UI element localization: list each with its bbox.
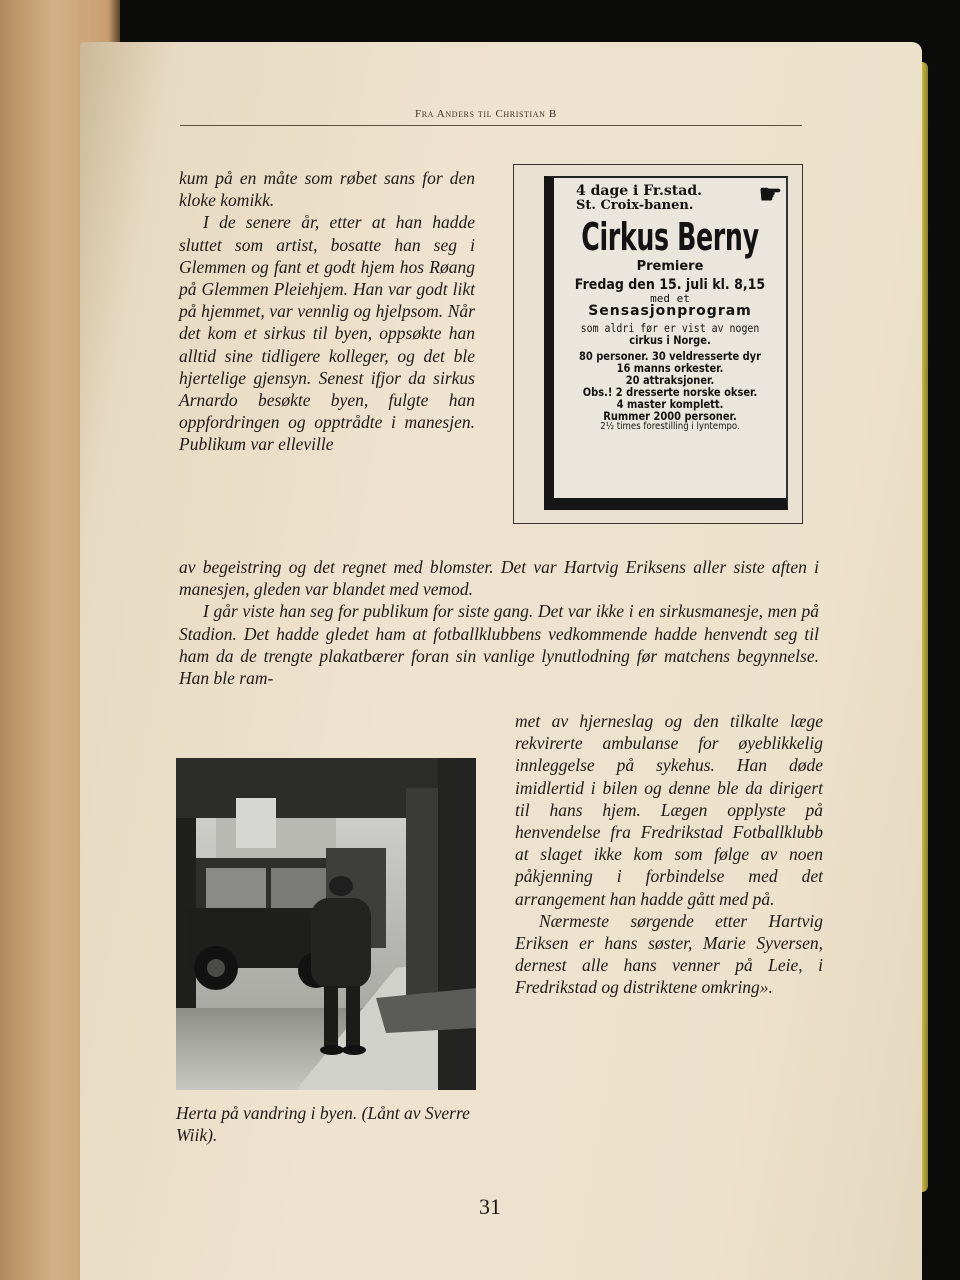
photo-image: [176, 758, 476, 1090]
header-rule: [180, 125, 802, 126]
advert-oxen: Obs.! 2 dresserte norske okser.: [582, 385, 758, 400]
text-full-width: [179, 556, 819, 689]
advert-persons: 80 personer. 30 veldresserte dyr: [578, 348, 762, 363]
pointing-hand-icon: ☛: [758, 180, 782, 210]
paragraph: I går viste han seg for publikum for siste gang. Det var ikke i en sirkusmanesje, men på Stadion. Det hadde gledet ham at fotballklubbens vedkommende hadde henvendt seg til ham da de trengte plakatbærer foran sin vanlige lynutlodning før matchens begynnelse. Han ble ram-: [179, 601, 819, 689]
text-column-bottom-right: [515, 710, 823, 999]
advert-duration: 2½ times forestilling i lyntempo.: [600, 421, 740, 433]
paragraph: Nærmeste sørgende etter Hartvig Eriksen er hans søster, Marie Syversen, dernest alle hans venner på Leie, i Fredrikstad og distriktene omkring».: [515, 910, 823, 998]
advert-orchestra: 16 manns orkester.: [616, 360, 724, 375]
running-head: Fra Anders til Christian B: [415, 108, 557, 120]
street-photograph: [176, 758, 476, 1090]
advert-program: Sensasjonprogram: [588, 303, 752, 320]
text-column-top-left: [179, 167, 475, 456]
paragraph: kum på en måte som røbet sans for den kloke komikk.: [179, 168, 475, 211]
advert-med-et: med et: [650, 291, 690, 305]
circus-advertisement: [544, 176, 788, 510]
photo-caption: Herta på vandring i byen. (Lånt av Sverre Wiik).: [176, 1103, 470, 1145]
page-number: 31: [479, 1194, 501, 1219]
advert-premiere: Premiere: [636, 259, 704, 275]
advert-in-norway: cirkus i Norge.: [629, 332, 711, 347]
advert-title: Cirkus Berny: [581, 215, 759, 260]
advert-date: Fredag den 15. juli kl. 8,15: [574, 276, 766, 293]
advert-never-shown: som aldri før er vist av nogen: [580, 320, 760, 335]
paragraph: I de senere år, etter at han hadde sluttet som artist, bosatte han seg i Glemmen og fant et godt hjem hos Røang på Glemmen Pleiehjem. Han var godt likt på hjemmet, var vennlig og hjelpsom. Når det kom et sirkus til byen, oppsøkte han alltid sine tidligere kolleger, og det ble hjertelige gjensyn. Senest ifjor da sirkus Arnardo besøkte byen, fulgte han oppfordringen og opptrådte i manesjen. Publikum var elleville: [179, 212, 475, 455]
advert-days: 4 dage i Fr.stad.: [576, 183, 702, 199]
paragraph: met av hjerneslag og den tilkalte læge rekvirerte ambulanse for øyeblikkelig innleggelse på sykehus. Han døde imidlertid i bilen og denne ble da dirigert til hans hjem. Lægen opplyste på henvendelse fra Fredrikstad Fotballklubb at slaget ikke kom som følge av noen påkjenning i forbindelse med det arrangement han hadde gått med på.: [515, 711, 823, 909]
advert-masts: 4 master komplett.: [616, 397, 724, 412]
advert-attractions: 20 attraksjoner.: [625, 373, 715, 388]
advert-capacity: Rummer 2000 personer.: [603, 409, 737, 424]
advert-venue: St. Croix-banen.: [576, 197, 694, 213]
paragraph: av begeistring og det regnet med blomster. Det var Hartvig Eriksens aller siste aften i manesjen, gleden var blandet med vemod.: [179, 557, 819, 600]
